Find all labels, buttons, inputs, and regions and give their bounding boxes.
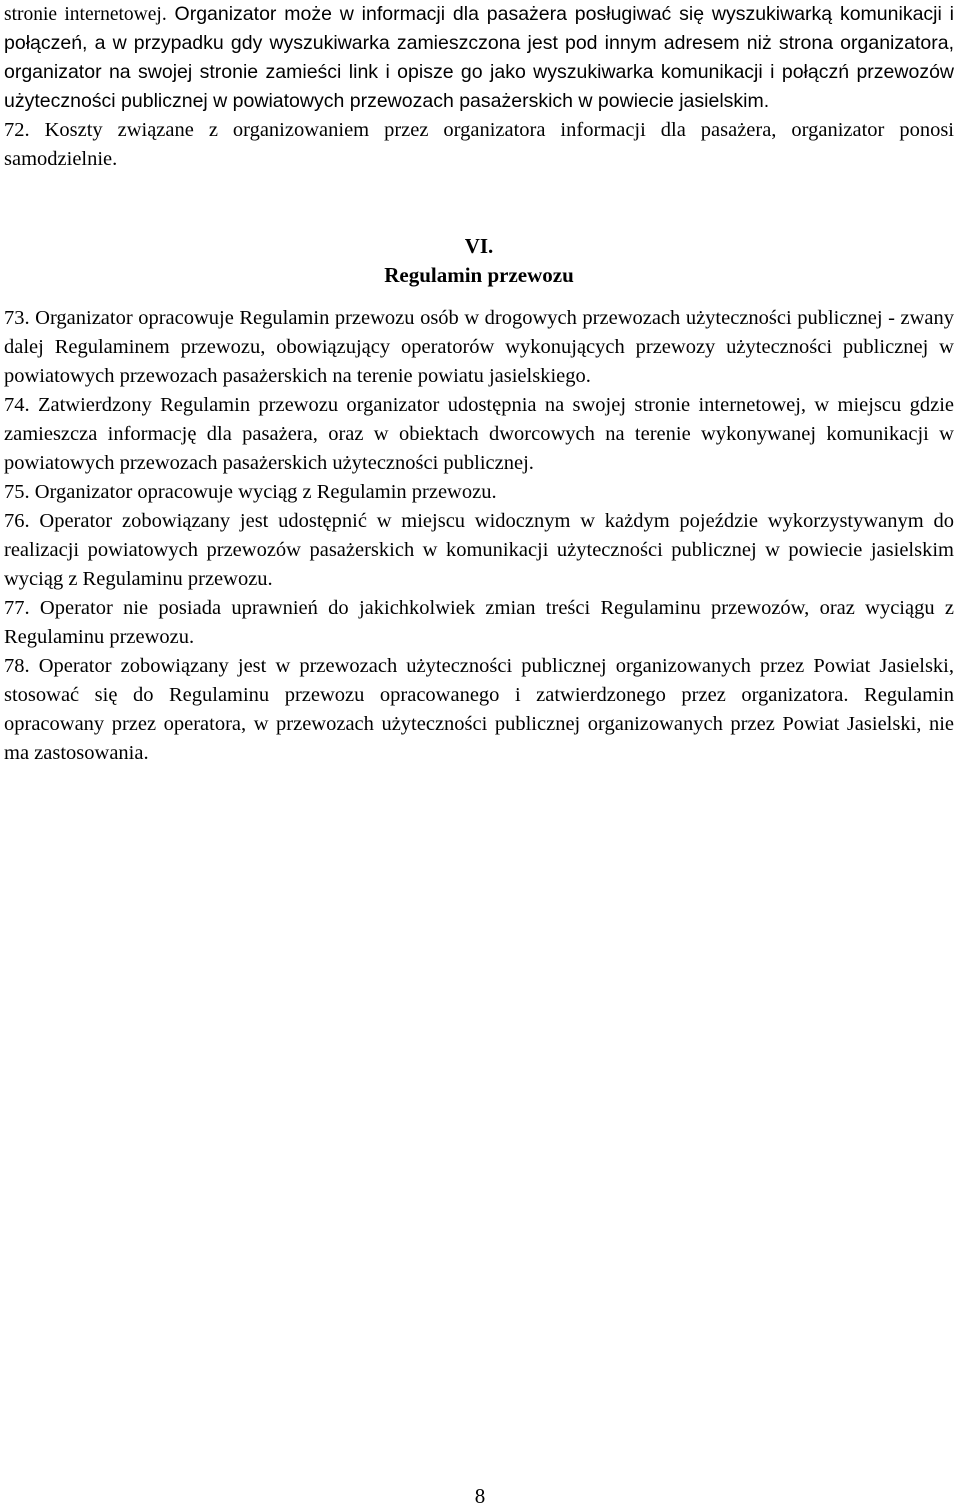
section-spacer [4, 174, 954, 232]
paragraph-72 [4, 116, 954, 174]
paragraph-text: Organizator opracowuje wyciąg z Regulamin przewozu. [29, 481, 497, 503]
paragraph-number: 78. [4, 655, 30, 677]
paragraph-number: 77. [4, 597, 30, 619]
section-title: Regulamin przewozu [384, 263, 574, 287]
paragraph-text: Koszty związane z organizowaniem przez organizatora informacji dla pasażera, organizator ponosi samodzielnie. [4, 119, 954, 170]
paragraph-number: 76. [4, 510, 30, 532]
paragraph-76 [4, 507, 954, 594]
paragraph-number: 74. [4, 394, 30, 416]
heading-gap [4, 290, 954, 304]
paragraph-text: Operator nie posiada uprawnień do jakichkolwiek zmian treści Regulaminu przewozów, oraz wyciągu z Regulaminu przewozu. [4, 597, 954, 648]
paragraph-73 [4, 304, 954, 391]
paragraph-77 [4, 594, 954, 652]
paragraph-number: 72. [4, 119, 30, 141]
paragraph-text: Zatwierdzony Regulamin przewozu organizator udostępnia na swojej stronie internetowej, w miejscu gdzie zamieszcza informację dla pasażera, oraz w obiektach dworcowych na terenie wykonywanej komunikacji w powiatowych przewozach pasażerskich użyteczności publicznej. [4, 394, 954, 474]
paragraph-75 [4, 478, 954, 507]
section-number: VI. [464, 234, 494, 258]
paragraph-number: 75. [4, 481, 30, 503]
paragraph-text: Operator zobowiązany jest udostępnić w miejscu widocznym w każdym pojeździe wykorzystywanym do realizacji powiatowych przewozów pasażerskich w komunikacji użyteczności publicznej w powiecie jasielskim wyciąg z Regulaminu przewozu. [4, 510, 954, 590]
paragraph-74 [4, 391, 954, 478]
intro-lead: stronie internetowej. [4, 4, 167, 25]
paragraph-text: Organizator opracowuje Regulamin przewozu osób w drogowych przewozach użyteczności publicznej - zwany dalej Regulaminem przewozu, obowiązujący operatorów wykonujących przewozy użyteczności publicznej w powiatowych przewozach pasażerskich na terenie powiatu jasielskiego. [4, 307, 954, 387]
intro-paragraph [4, 0, 954, 116]
intro-text: Organizator może w informacji dla pasażera posługiwać się wyszukiwarką komunikacji i połączeń, a w przypadku gdy wyszukiwarka zamieszczona jest pod innym adresem niż strona organizatora, organizator na swojej stronie zamieści link i opisze go jako wyszukiwarka komunikacji i połączń przewozów użyteczności publicznej w powiatowych przewozach pasażerskich w powiecie jasielskim. [4, 3, 954, 112]
paragraph-78 [4, 652, 954, 768]
paragraph-number: 73. [4, 307, 30, 329]
document-page [4, 0, 954, 768]
paragraph-text: Operator zobowiązany jest w przewozach użyteczności publicznej organizowanych przez Powiat Jasielski, stosować się do Regulaminu przewozu opracowanego i zatwierdzonego przez organizatora. Regulamin opracowany przez operatora, w przewozach użyteczności publicznej organizowanych przez Powiat Jasielski, nie ma zastosowania. [4, 655, 954, 764]
page-number: 8 [474, 1484, 486, 1508]
